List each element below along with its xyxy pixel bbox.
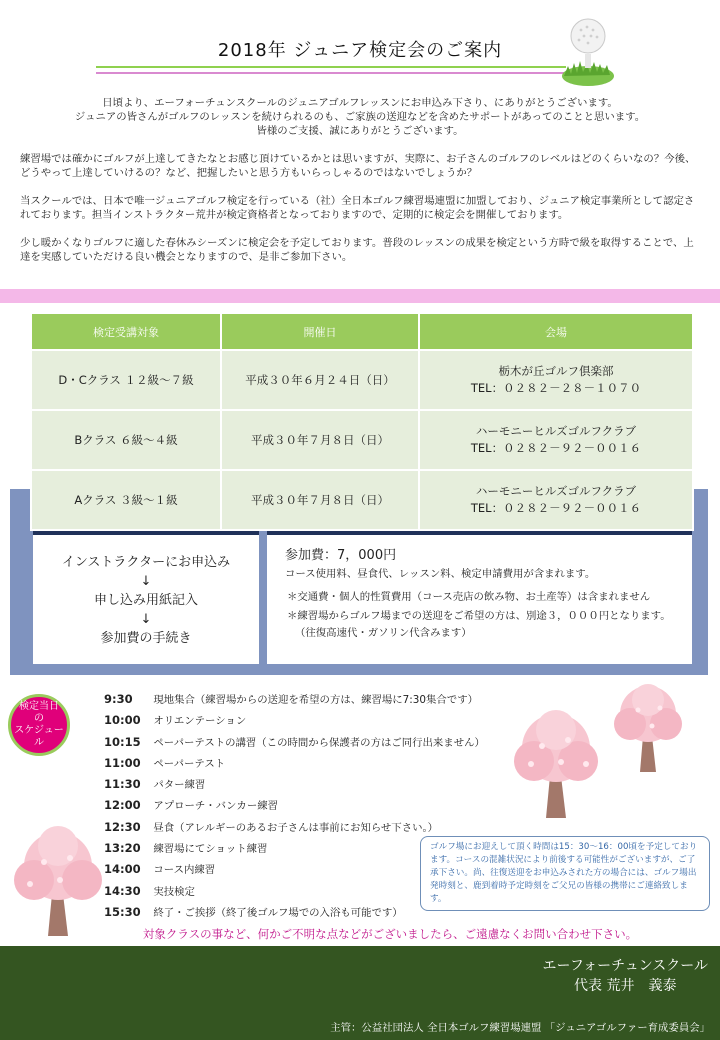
down-arrow-icon: ↓ [140, 612, 152, 627]
schedule-badge [8, 694, 70, 756]
schedule-desc: 現地集合（練習場からの送迎を希望の方は、練習場に7:30集合です） [153, 694, 478, 706]
table-row [31, 350, 693, 410]
schedule-time: 10:00 [104, 713, 141, 728]
fee-note-transport: ＊練習場からゴルフ場までの送迎をご希望の方は、別途３，０００円となります。 [287, 610, 671, 622]
intro-paragraph-invite: 少し暖かくなりゴルフに適した春休みシーズンに検定会を予定しております。普段のレッスンの成果を検定という方時で級を取得することで、上達を実感していただける良い機会となりますので、是非ご参加下さい。 [20, 237, 694, 263]
schedule-item [104, 753, 544, 774]
fee-note-transport-detail: （往復高速代・ガソリン代含みます） [295, 627, 472, 639]
fee-info [267, 535, 692, 642]
greeting-line-2: ジュニアの皆さんがゴルフのレッスンを続けられるのも、ご家族の送迎などを含めたサポートがあってのことと思います。 [74, 111, 646, 123]
table-row [31, 410, 693, 470]
cherry-tree-icon [606, 680, 690, 776]
venue-cell [419, 350, 693, 410]
badge-line-3: スケジュール [14, 725, 64, 748]
target-cell: Bクラス ６級～４級 [31, 410, 221, 470]
schedule-item [104, 710, 544, 731]
schedule-time: 14:30 [104, 883, 141, 898]
cherry-tree-icon [506, 706, 606, 824]
footer [0, 946, 720, 1040]
greeting-line-3: 皆様のご支援、誠にありがとうございます。 [256, 125, 464, 137]
schedule-item [104, 689, 544, 710]
schedule-desc: 練習場にてショット練習 [153, 843, 268, 856]
schedule-item [104, 795, 544, 816]
schedule-desc: コース内練習 [153, 864, 216, 877]
header-target: 検定受講対象 [31, 313, 221, 350]
title-underline-pink [96, 72, 566, 74]
schedule-time: 10:15 [104, 734, 141, 749]
schedule-time: 14:00 [104, 862, 141, 877]
exam-schedule-table [30, 312, 694, 531]
intro-text [20, 96, 700, 278]
schedule-item [104, 732, 544, 753]
application-flow [33, 535, 259, 648]
cherry-tree-icon [8, 822, 108, 940]
down-arrow-icon: ↓ [140, 574, 152, 589]
flow-step-payment: 参加費の手続き [100, 631, 192, 646]
badge-line-1: 検定当日 [19, 701, 59, 712]
intro-paragraph-level: 練習場では確かにゴルフが上達してきたなとお感じ頂けているかとは思いますが、実際に、お子さんのゴルフのレベルはどのくらいなの？今後、どうやって上達していけるの？など、把握したいと思う方もいらっしゃるのではないでしょうか？ [20, 153, 696, 179]
schedule-item [104, 774, 544, 795]
intro-paragraph-school: 当スクールでは、日本で唯一ジュニアゴルフ検定を行っている（社）全日本ゴルフ練習場連盟に加盟しており、ジュニア検定事業所として認定されております。担当インストラクター荒井が検定資格者となっておりますので、定期的に検定会を開催しております。 [20, 195, 695, 221]
intro-greeting [20, 96, 700, 138]
schedule-desc: ペーパーテストの講習（この時間から保護者の方はご同行出来ません） [153, 736, 485, 749]
schedule-time: 9:30 [104, 692, 133, 706]
venue-phone-link[interactable]: TEL：０２８２－９２－００１６ [470, 501, 642, 515]
venue-cell [419, 410, 693, 470]
schedule-desc: パター練習 [153, 779, 206, 792]
schedule-desc: 昼食（アレルギーのあるお子さんは事前にお知らせ下さい。） [153, 821, 439, 834]
date-cell: 平成３０年６月２４日（日） [221, 350, 419, 410]
sponsor-text: 主管：公益社団法人 全日本ゴルフ練習場連盟 「ジュニアゴルファー育成委員会」 [330, 1022, 710, 1034]
pink-divider [0, 289, 720, 303]
header-date: 開催日 [221, 313, 419, 350]
date-cell: 平成３０年７月８日（日） [221, 410, 419, 470]
fee-includes: コース使用料、昼食代、レッスン料、検定申請費用が含まれます。 [285, 568, 596, 580]
schedule-desc: 終了・ご挨拶（終了後ゴルフ場での入浴も可能です） [153, 906, 403, 919]
schedule-time: 11:00 [104, 755, 141, 770]
schedule-desc: アプローチ・バンカー練習 [153, 800, 278, 813]
school-name: エーフォーチュンスクール [542, 958, 708, 974]
schedule-desc: 実技検定 [153, 885, 195, 898]
venue-phone-link[interactable]: TEL：０２８２－９２－００１６ [470, 441, 642, 455]
badge-line-2: の [34, 713, 44, 724]
school-signature [543, 956, 708, 996]
schedule-time: 12:00 [104, 798, 141, 813]
pickup-note: ゴルフ場にお迎えして頂く時間は15：30～16：00頃を予定しております。コースの混雑状況により前後する可能性がございますが、ご了承下さい。尚、往復送迎をお申込みされた方の場合には、ゴルフ場出発時刻と、鹿到着時予定時刻をご父兄の皆様の携帯にご連絡致します。 [420, 836, 710, 911]
flow-step-apply: インストラクターにお申込み [61, 555, 231, 570]
venue-phone-link[interactable]: TEL：０２８２－２８－１０７０ [470, 381, 642, 395]
fee-amount: 参加費：7，000円 [285, 548, 397, 563]
golf-ball-icon [560, 14, 616, 90]
schedule-time: 11:30 [104, 777, 141, 792]
greeting-line-1: 日頃より、エーフォーチュンスクールのジュニアゴルフレッスンにお申込み下さり、にありがとうございます。 [102, 97, 618, 109]
schedule-desc: ペーパーテスト [153, 757, 226, 770]
fee-note-exclusions: ＊交通費・個人的性質費用（コース売店の飲み物、お土産等）は含まれません [287, 591, 651, 603]
flow-step-form: 申し込み用紙記入 [93, 593, 198, 608]
date-cell: 平成３０年７月８日（日） [221, 470, 419, 530]
venue-name: 栃木が丘ゴルフ倶楽部 [498, 364, 614, 378]
contact-message: 対象クラスの事など、何かご不明な点などがございましたら、ご遠慮なくお問い合わせ下さい。 [142, 927, 638, 941]
table-header-row [31, 313, 693, 350]
target-cell: Aクラス ３級～１級 [31, 470, 221, 530]
schedule-time: 15:30 [104, 904, 141, 919]
header-venue: 会場 [419, 313, 693, 350]
fee-box [267, 531, 692, 664]
schedule-desc: オリエンテーション [153, 715, 247, 728]
page-title: 2018年 ジュニア検定会のご案内 [217, 40, 503, 61]
schedule-time: 12:30 [104, 819, 141, 834]
venue-cell [419, 470, 693, 530]
venue-name: ハーモニーヒルズゴルフクラブ [475, 484, 637, 498]
venue-name: ハーモニーヒルズゴルフクラブ [475, 424, 637, 438]
schedule-item [104, 817, 544, 838]
title-underline-green [96, 66, 566, 68]
schedule-time: 13:20 [104, 841, 141, 856]
representative-name: 代表 荒井 義泰 [574, 978, 677, 994]
table-row [31, 470, 693, 530]
application-flow-box [33, 531, 259, 664]
target-cell: D・Cクラス １２級～７級 [31, 350, 221, 410]
